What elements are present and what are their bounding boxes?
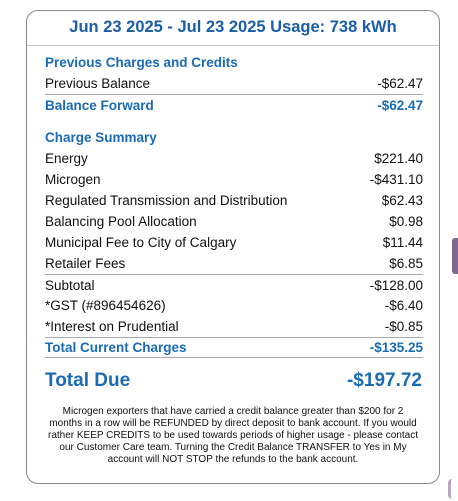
charge-label: Retailer Fees: [45, 256, 126, 271]
charge-amount: $6.85: [389, 256, 423, 271]
previous-balance-label: Previous Balance: [45, 76, 151, 91]
interest-label: *Interest on Prudential: [45, 319, 179, 334]
charge-summary-section: [27, 127, 439, 358]
total-current-charges-amount: -$135.25: [369, 340, 423, 355]
charge-row: [45, 211, 423, 232]
charge-label: Balancing Pool Allocation: [45, 214, 197, 229]
total-current-charges-row: [45, 337, 423, 358]
previous-balance-row: [45, 73, 423, 94]
previous-balance-amount: -$62.47: [377, 76, 423, 91]
charge-label: Municipal Fee to City of Calgary: [45, 235, 237, 250]
gst-amount: -$6.40: [384, 298, 423, 313]
edge-decoration: [452, 238, 458, 274]
charge-row: [45, 232, 423, 253]
previous-charges-heading: Previous Charges and Credits: [45, 55, 238, 70]
microgen-refund-note: Microgen exporters that have carried a credit balance greater than $200 for 2 months in a row will be REFUNDED by direct deposit to bank account. If you would rather KEEP CREDITS to be used towards periods of higher usage - please contact our Customer Care team. Turning the Credit Balance TRANSFER to Yes in My account will NOT STOP the refunds to the bank account.: [47, 406, 418, 465]
balance-forward-label: Balance Forward: [45, 97, 154, 113]
charge-label: Energy: [45, 151, 88, 166]
charge-label: Microgen: [45, 172, 101, 187]
subtotal-label: Subtotal: [45, 277, 95, 293]
gst-row: [45, 295, 423, 316]
charge-row: [45, 253, 423, 274]
previous-charges-section: [27, 52, 439, 115]
balance-forward-amount: -$62.47: [377, 97, 423, 113]
charge-amount: $62.43: [381, 193, 423, 208]
charge-amount: $0.98: [389, 214, 423, 229]
gst-label: *GST (#896454626): [45, 298, 166, 313]
total-due-amount: -$197.72: [346, 370, 422, 391]
charge-row: [45, 148, 423, 169]
total-due-label: Total Due: [45, 370, 131, 391]
edge-swoosh: [448, 479, 456, 499]
subtotal-row: [45, 274, 423, 295]
total-due-row: [27, 364, 439, 398]
charge-label: Regulated Transmission and Distribution: [45, 193, 288, 208]
total-current-charges-label: Total Current Charges: [45, 340, 187, 355]
charge-summary-heading: Charge Summary: [45, 130, 157, 145]
charge-amount: $221.40: [374, 151, 423, 166]
charge-row: [45, 169, 423, 190]
subtotal-amount: -$128.00: [369, 277, 423, 293]
billing-period-title: Jun 23 2025 - Jul 23 2025 Usage: 738 kWh: [27, 11, 439, 46]
charge-amount: -$431.10: [369, 172, 423, 187]
charge-amount: $11.44: [382, 235, 423, 250]
balance-forward-row: [45, 94, 423, 115]
interest-amount: -$0.85: [384, 319, 423, 334]
right-edge-fragment: [446, 0, 458, 501]
charge-row: [45, 190, 423, 211]
billing-summary-card: [26, 10, 440, 484]
interest-row: [45, 316, 423, 337]
